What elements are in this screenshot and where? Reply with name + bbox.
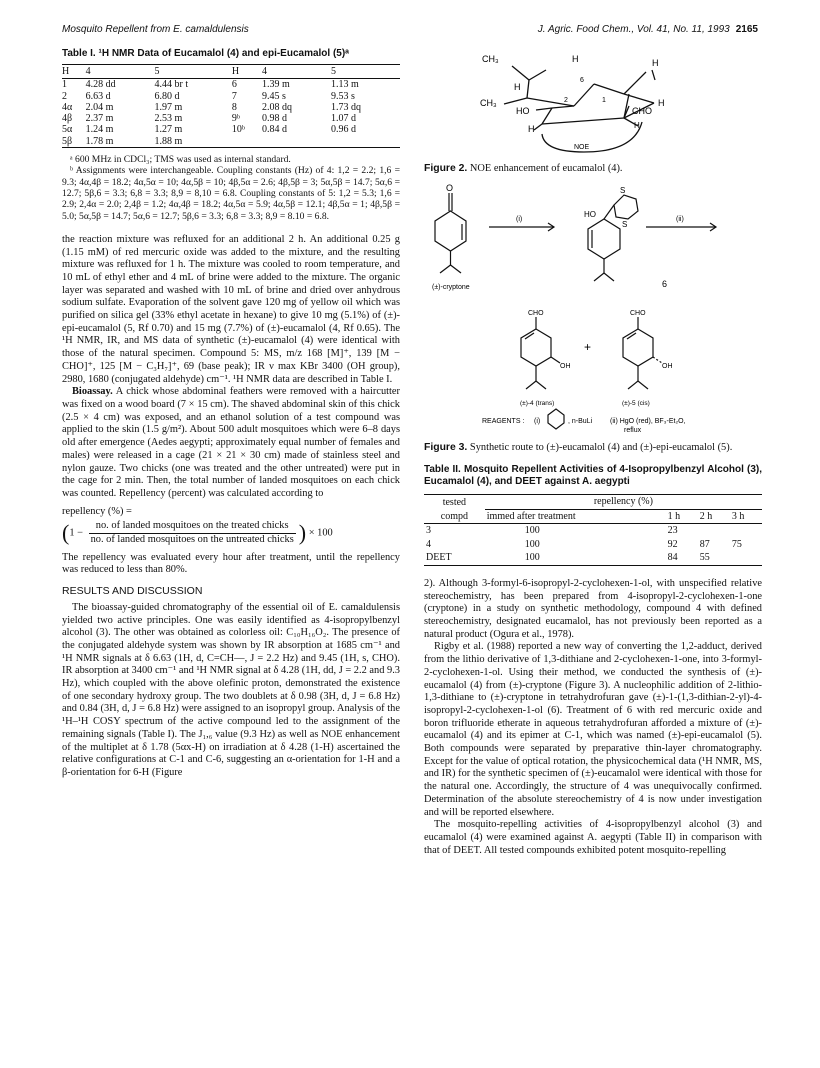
fig2-num1: 1 <box>602 97 606 104</box>
paragraph: 2). Although 3-formyl-6-isopropyl-2-cyclohexen-1-ol, with unspecified relative stereochemistry, has been prepared from 4-isopropyl-2-cyclohexen-1-one (cryptone) in a study on synthetic methodology, compound 4 with defined stereochemistry, designated eucamalol, has not previously been reported as a natural product (Ogura et al., 1978). <box>424 577 762 640</box>
table-cell: 1.07 d <box>330 113 356 125</box>
fig2-num6: 6 <box>580 77 584 84</box>
table-cell: 6.63 d <box>85 90 111 102</box>
table-cell: 8 <box>231 101 237 113</box>
section-heading: RESULTS AND DISCUSSION <box>62 585 203 598</box>
table-cell: 4.28 dd <box>85 79 116 91</box>
page-number: 2165 <box>735 24 758 35</box>
table1-footnote-b: ᵇ Assignments were interchangeable. Coupling constants (Hz) of 4: 1,2 = 2.2; 1,6 = 9.3; 4α,4β = 18.2; 4α,5α = 10; 4α,5β = 10; 4β,5α = 2.6; 4β,5β = 3; 5α,5β = 14.7; 5α,6 = 12.7; 5β,6 = 3.3; 6,8 = 3.3; 8,9 = 8,10 = 6.8. Coupling constants of 5: 1,2 = 5.3; 1,6 = 2.9; 2,4α = 2.0; 2,4β = 1.2; 4α,4β = 18.2; 4α,5α = 5.9; 4α,5β = 12.1; 4β,5α = 1; 4β,5β = 5.0; 5α,5β = 14.7; 5α,6 = 12.7; 5β,6 = 3.3; 6,8 = 3.3; 8,9 = 8.10 = 6.8. <box>62 165 400 222</box>
table-cell: 100 <box>524 538 540 550</box>
fig2-cho: CHO <box>632 106 652 116</box>
running-header-left: Mosquito Repellent from E. camaldulensis <box>62 24 249 35</box>
fig3-s2: S <box>622 220 628 230</box>
table2 <box>424 494 762 566</box>
fig2-noe: NOE <box>574 144 590 151</box>
table-cell: 100 <box>524 525 540 537</box>
table-row <box>62 102 400 113</box>
table-cell: 9ᵇ <box>231 113 240 125</box>
table-cell: 6.80 d <box>154 90 180 102</box>
table1-title: Table I. ¹H NMR Data of Eucamalol (4) and epi-Eucamalol (5)ᵃ <box>62 48 349 59</box>
table-cell: 55 <box>698 551 730 565</box>
table-row <box>62 79 400 91</box>
fig3-o: O <box>446 183 454 194</box>
table-cell: 7 <box>231 90 237 102</box>
table-cell: 2 <box>62 90 67 102</box>
table-cell: 1.24 m <box>85 124 114 136</box>
table-row <box>424 524 762 538</box>
table-cell: 1.13 m <box>330 79 359 91</box>
table-cell: 2.04 m <box>85 101 114 113</box>
paragraph: The mosquito-repelling activities of 4-isopropylbenzyl alcohol (3) and eucamalol (4) were examined against A. aegypti (Table II) in comparison with that of DEET. All tested compounds exhibited potent mosquito-repelling <box>424 819 762 856</box>
table-cell: 4β <box>62 113 73 125</box>
table1-header-cell: 5 <box>155 65 232 79</box>
formula-one: 1 − <box>69 527 83 539</box>
table1 <box>62 64 400 148</box>
table-row <box>424 538 762 552</box>
fig3-p5: (±)-5 (cis) <box>622 400 650 408</box>
table-cell: 2.08 dq <box>261 101 292 113</box>
table-cell: 9.53 s <box>330 90 355 102</box>
table1-footnote-a: ᵃ 600 MHz in CDCl₃; TMS was used as internal standard. <box>70 154 291 166</box>
table-cell: 10ᵇ <box>231 124 245 136</box>
table-cell: 5α <box>62 124 73 136</box>
table-cell: 0.96 d <box>330 124 356 136</box>
formula-numerator: no. of landed mosquitoes on the treated chicks <box>89 520 296 534</box>
fig2-h-mid: H <box>634 121 640 130</box>
table1-header-cell: 4 <box>86 65 155 79</box>
figure2 <box>424 48 762 175</box>
table1-header-cell: 5 <box>331 65 400 79</box>
bioassay-heading: Bioassay. <box>72 386 113 398</box>
fig2-h-left: H <box>514 82 521 92</box>
table-cell: 2.53 m <box>154 113 183 125</box>
table-cell <box>331 136 400 148</box>
table-cell: 4 <box>426 538 431 550</box>
repellency-formula: repellency (%) = (1 − $\frac{\text{no. of landed mosquitoes on the treated chicks}}{\text{no. of landed mosquitoes on the untreated chicks}}$ ) × 100 <box>62 506 400 547</box>
figure3-caption: Figure 3. Synthetic route to (±)-eucamalol (4) and (±)-epi-eucamalol (5). <box>424 441 733 453</box>
fig3-r-nbuli: , n-BuLi <box>568 418 593 426</box>
table2-head-tested: tested <box>424 495 485 510</box>
fig2-h-right-top: H <box>652 58 659 68</box>
fig3-reagents: REAGENTS : <box>482 418 525 426</box>
table-cell: 6 <box>231 79 237 91</box>
figure3 <box>424 183 762 454</box>
formula-denominator: no. of landed mosquitoes on the untreated chicks <box>90 534 294 546</box>
table-cell: 3 <box>426 525 431 537</box>
fig2-ho: HO <box>516 106 530 116</box>
table-cell: 75 <box>731 538 742 550</box>
table-cell: 5β <box>62 136 86 148</box>
figure3-scheme <box>424 183 762 433</box>
table-cell <box>262 136 331 148</box>
fig3-plus: + <box>584 340 592 355</box>
fig3-cho2: CHO <box>630 310 646 318</box>
paragraph: the reaction mixture was refluxed for an additional 2 h. An additional 0.25 g (1.15 mM) of red mercuric oxide was added to the mixture, and the resulting mixture was refluxed for 1 h. The mixture was cooled to room temperature, and 10 mL of ethyl ether and 4 mL of brine were added to the mixture. The organic layer was separated and washed with 10 mL of brine and dried over anhydrous sodium sulfate. Evaporation of the solvent gave 120 mg of yellow oil which was purified on silica gel (33% ethyl acetate in hexane) to give 10 mg (5.1%) of (±)-epi-eucamalol (5, Rf 0.70) and 15 mg (7.7%) of (±)-eucamalol (4, Rf 0.65). The ¹H NMR, IR, and MS data of synthetic (±)-eucamalol (4) were identical with those of the natural specimen. Compound 5: MS, m/z 168 [M]⁺, 139 [M − CHO]⁺, 125 [M − C₃H₇]⁺, 69 (base peak); IR ν max KBr 3400 (OH group), 2980, 1680 (conjugated aldehyde) cm⁻¹. ¹H NMR data are described in Table I. <box>62 233 400 385</box>
table1-header-cell: 4 <box>262 65 331 79</box>
table-cell: 0.84 d <box>261 124 287 136</box>
table-cell: 1.39 m <box>261 79 290 91</box>
table-cell: 84 <box>666 551 698 565</box>
right-column <box>424 48 762 857</box>
table-cell <box>698 524 730 538</box>
paragraph: Rigby et al. (1988) reported a new way of converting the 1,2-adduct, derived from the lithio derivative of 1,3-dithiane and 2-cyclohexen-1-one, into 3-formyl-2-cyclohexen-1-ol. Using their method, we conducted the synthesis of (±)-eucamalol (4) from (±)-cryptone (Figure 3). A nucleophilic addition of 2-lithio-1,3-dithiane to (±)-cryptone in tetrahydrofuran gave (±)-1-(1,3-dithian-2-yl)-4-isopropyl-2-cyclohexen-1-ol (6). Treatment of 6 with red mercuric oxide and boron trifluoride etherate in aqueous tetrahydrofuran afforded a mixture of (±)-eucamalol (4) and its epimer at C-1, which was named (±)-epi-eucamalol (5). Both compounds were separated by preparative thin-layer chromatography. Except for the value of optical rotation, the physicochemical data (¹H NMR, MS, and IR) for the synthetic specimen of (±)-eucamalol were identical with those for the natural one. Accordingly, the structure of 4 was unequivocally confirmed. Determination of the absolute stereochemistry of 4 is now under investigation and will be reported elsewhere. <box>424 641 762 818</box>
table2-subheader-cell: 1 h <box>666 509 698 524</box>
table2-subheader-cell: 3 h <box>730 509 762 524</box>
left-column <box>62 48 400 780</box>
fig3-oh1: OH <box>560 363 571 371</box>
table-row <box>62 124 400 135</box>
table-row <box>424 551 762 565</box>
table-cell: 100 <box>485 551 666 565</box>
table-cell: 2.37 m <box>85 113 114 125</box>
paragraph: A chick whose abdominal feathers were removed with a haircutter was fixed on a wood board (7 × 15 cm). The shaved abdominal skin of this chick (2.5 × 4 cm) was exposed, and an ethanol solution of a test compound was applied to the skin (1.5 g/m²). About 500 adult mosquitoes which were 6–8 days old after emergence (Aedes aegypti; approximately equal number of females and males) were released in a cage (21 × 21 × 30 cm) made of stainless steel and nylon gauze. Two chicks (one was treated and the other untreated) were put in the cage for 2 min. Then, the total number of landed mosquitoes on each chick was counted. Repellency (percent) was calculated according to <box>62 386 400 499</box>
fig3-oh2: OH <box>662 363 673 371</box>
table-cell <box>232 136 262 148</box>
table2-head-compd: compd <box>424 509 485 524</box>
table-cell: DEET <box>424 551 485 565</box>
table2-subheader-cell: immed after treatment <box>485 509 666 524</box>
table1-header-cell: H <box>232 65 262 79</box>
table2-subheader-cell: 2 h <box>698 509 730 524</box>
fig3-step-i: (i) <box>516 216 523 224</box>
table-cell: 4.44 br t <box>154 79 189 91</box>
table-cell: 9.45 s <box>261 90 286 102</box>
table-cell: 87 <box>699 538 710 550</box>
fig3-r-reflux: reflux <box>624 427 642 434</box>
fig3-ho: HO <box>584 210 596 220</box>
fig2-h-right: H <box>658 98 665 108</box>
fig3-step-ii: (ii) <box>676 216 684 224</box>
table-cell: 92 <box>667 538 678 550</box>
table-cell <box>730 551 762 565</box>
table-cell: 23 <box>667 525 678 537</box>
table-cell: 1.73 dq <box>330 101 361 113</box>
table1-header-cell: H <box>62 65 86 79</box>
running-header-right <box>538 24 758 35</box>
table2-head-repellency: repellency (%) <box>485 495 762 510</box>
paragraph: The repellency was evaluated every hour after treatment, until the repellency was reduced to less than 80%. <box>62 551 400 576</box>
fig3-s1: S <box>620 186 626 196</box>
fig2-ch3-top: CH₃ <box>482 54 499 64</box>
fig2-ch3-left: CH₃ <box>480 98 497 108</box>
table2-title: Table II. Mosquito Repellent Activities of 4-Isopropylbenzyl Alcohol (3), Eucamalol (4), and DEET against A. aegypti <box>424 464 762 488</box>
table-row <box>62 113 400 124</box>
table-cell: 1.78 m <box>86 136 155 148</box>
table-cell: 1.97 m <box>154 101 183 113</box>
fig3-p4: (±)-4 (trans) <box>520 400 555 408</box>
table-cell: 1.88 m <box>155 136 232 148</box>
journal-citation: J. Agric. Food Chem., Vol. 41, No. 11, 1993 <box>537 24 730 35</box>
table-cell: 4α <box>62 101 73 113</box>
table-cell: 0.98 d <box>261 113 287 125</box>
fig3-cryptone: (±)-cryptone <box>432 284 470 292</box>
fig3-compound6: 6 <box>662 279 668 290</box>
figure2-caption: Figure 2. NOE enhancement of eucamalol (4). <box>424 162 623 174</box>
fig2-h-low: H <box>528 124 535 134</box>
formula-lhs: repellency (%) = <box>62 505 132 517</box>
table1-footnotes <box>62 154 400 222</box>
table-cell: 1 <box>62 79 67 91</box>
table-cell <box>730 524 762 538</box>
paragraph: The bioassay-guided chromatography of the essential oil of E. camaldulensis yielded two active principles. One was easily identified as 4-isopropylbenzyl alcohol (3). The other was obtained as colorless oil: C₁₀H₁₆O₂. The presence of the conjugated aldehyde system was shown by IR absorption at 1685 cm⁻¹ and ¹H NMR signals at δ 6.63 (1H, d, C=CH—, J = 2.2 Hz) and 9.45 (1H, s, CHO). IR absorption at 3400 cm⁻¹ and ¹H NMR signal at δ 4.28 (1H, dd, J = 2.2 and 9.3 Hz), which coupled with the above olefinic proton, demonstrated the existence of one secondary hydroxy group. The two doublets at δ 0.98 (3H, d, J = 6.8 Hz) and 0.84 (3H, d, J = 6.8 Hz) were assigned to an isopropyl group. Analysis of the ¹H–¹H COSY spectrum of the active compound led to the assignment of the remaining signals (Table I). The J₁,₆ value (9.3 Hz) as well as NOE enhancement of the multiplet at δ 1.78 (5αx-H) on irradiation at δ 4.28 (1-H) ascertained the relative configurations at C-1 and C-6, suggesting an α-orientation for 1-H and a β-orientation for 6-H (Figure <box>62 601 400 778</box>
figure2-structure <box>424 48 762 154</box>
fig3-r-ii: (ii) HgO (red), BF₃-Et₂O, <box>610 418 686 426</box>
fig3-cho1: CHO <box>528 310 544 318</box>
table-row <box>62 91 400 102</box>
fig3-r-i: (i) <box>534 418 541 426</box>
fig2-h-top: H <box>572 54 579 64</box>
table-cell: 1.27 m <box>154 124 183 136</box>
formula-rhs: × 100 <box>308 527 333 539</box>
fig2-num2: 2 <box>564 97 568 104</box>
table-row <box>62 136 400 148</box>
